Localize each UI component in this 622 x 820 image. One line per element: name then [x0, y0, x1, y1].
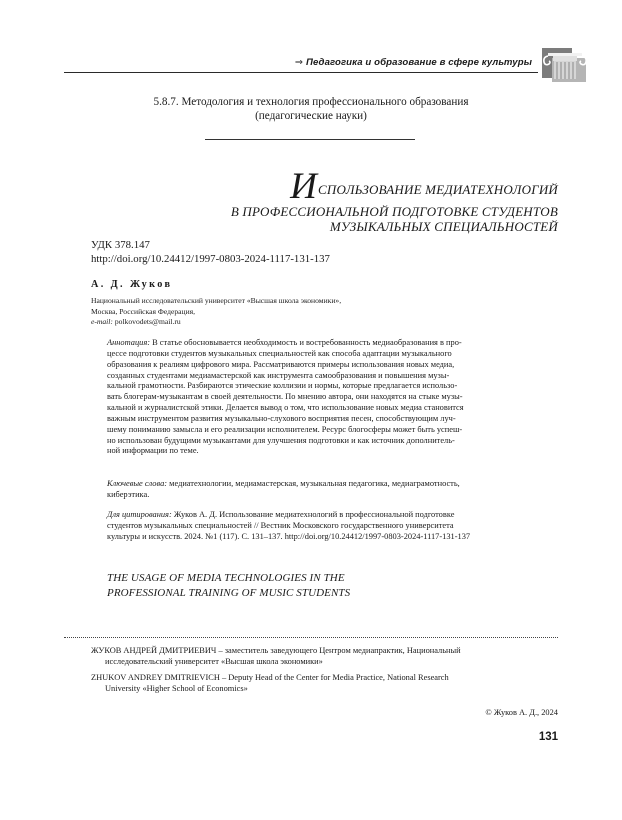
author-info-ru: ЖУКОВ АНДРЕЙ ДМИТРИЕВИЧ – заместитель заведующего Центром медиапрактик, Национальный исследовательский университет «Высшая школа экономики» — [91, 646, 461, 666]
keywords: Ключевые слова: медиатехнологии, медиамастерская, музыкальная педагогика, медиаграмотность, киберэтика. — [107, 479, 460, 499]
speciality-code: 5.8.7. Методология и технология профессионального образования — [153, 96, 469, 108]
abstract — [107, 338, 537, 457]
author-info-en: ZHUKOV ANDREY DMITRIEVICH – Deputy Head of the Center for Media Practice, National Research University «Higher School of Economics» — [91, 673, 449, 693]
abstract-line: но использован будущими музыкантами для улучшения подготовки и как источник дополнитель- — [107, 435, 455, 445]
email-label: e-mail: — [91, 317, 113, 327]
abstract-line: шему пониманию замысла и его реализации исполнителем. Ресурс блогосферы может быть успеш- — [107, 424, 463, 434]
author-email[interactable]: polkovodets@mail.ru — [114, 317, 181, 327]
doi-link[interactable]: http://doi.org/10.24412/1997-0803-2024-1117-131-137 — [91, 253, 330, 265]
udc-block — [91, 238, 330, 266]
arrow-icon: ⇒ — [294, 57, 303, 68]
page-number: 131 — [538, 731, 558, 743]
abstract-line: Аннотация: В статье обосновывается необходимость и востребованность медиаобразования в про- — [107, 338, 462, 347]
footnote-divider — [64, 637, 558, 638]
abstract-label: Аннотация: — [107, 338, 151, 347]
abstract-line: кальной и журналистской этики. Делается вывод о том, что использование новых медиа становится — [107, 403, 464, 413]
udc-code: УДК 378.147 — [91, 239, 150, 251]
title-line-3: МУЗЫКАЛЬНЫХ СПЕЦИАЛЬНОСТЕЙ — [329, 218, 558, 234]
title-line-1: ИСПОЛЬЗОВАНИЕ МЕДИАТЕХНОЛОГИЙ — [290, 166, 558, 207]
section-divider — [205, 139, 415, 140]
abstract-line: вать блогерам-музыкантам в своей деятельности. По мнению автора, они находятся на стыке музы- — [107, 392, 463, 402]
citation: Для цитирования: Жуков А. Д. Использование медиатехнологий в профессиональной подготовке студентов музыкальных специальностей // Вестник Московского государственного университета культуры и искусств. 2024. №1 (117). С. 131–137. http://doi.org/10.24412/1997-0803-2024-1117-131-137 — [107, 510, 471, 541]
journal-rubric — [232, 57, 532, 68]
author-affiliation — [91, 296, 341, 328]
author-email-line — [91, 317, 341, 328]
abstract-line: созданных студентами медиамастерской как инструмента самообразования и повышения музы- — [107, 370, 450, 380]
abstract-line: образования к реалиям цифрового мира. Рассматриваются примеры использования новых медиа, — [107, 359, 455, 369]
abstract-line: цессе подготовки студентов музыкальных специальностей как способа адаптации музыкального — [107, 348, 452, 358]
copyright: © Жуков А. Д., 2024 — [485, 708, 558, 717]
abstract-line: ной информации по теме. — [107, 446, 199, 456]
affiliation-city: Москва, Российская Федерация, — [91, 306, 196, 316]
keywords-label: Ключевые слова: — [107, 479, 168, 488]
affiliation-university: Национальный исследовательский университет «Высшая школа экономики», — [91, 296, 342, 305]
article-title — [150, 168, 558, 234]
speciality-field: (педагогические науки) — [255, 110, 367, 122]
english-title: THE USAGE OF MEDIA TECHNOLOGIES IN THE PROFESSIONAL TRAINING OF MUSIC STUDENTS — [107, 572, 351, 599]
abstract-line: кальной грамотности. Разбираются этические коллизии и нормы, которые предлагается использо- — [107, 381, 458, 391]
author-name: А. Д. Жуков — [91, 279, 173, 290]
citation-label: Для цитирования: — [107, 510, 172, 519]
rubric-label: Педагогика и образование в сфере культуры — [305, 57, 532, 68]
title-line-2: В ПРОФЕССИОНАЛЬНОЙ ПОДГОТОВКЕ СТУДЕНТОВ — [230, 204, 558, 219]
title-initial: И — [290, 166, 317, 207]
abstract-line: важным инструментом развития музыкально-слухового восприятия песен, способствующим луч- — [107, 413, 456, 423]
column-capital-logo-icon — [538, 44, 588, 84]
header-divider — [64, 72, 538, 73]
